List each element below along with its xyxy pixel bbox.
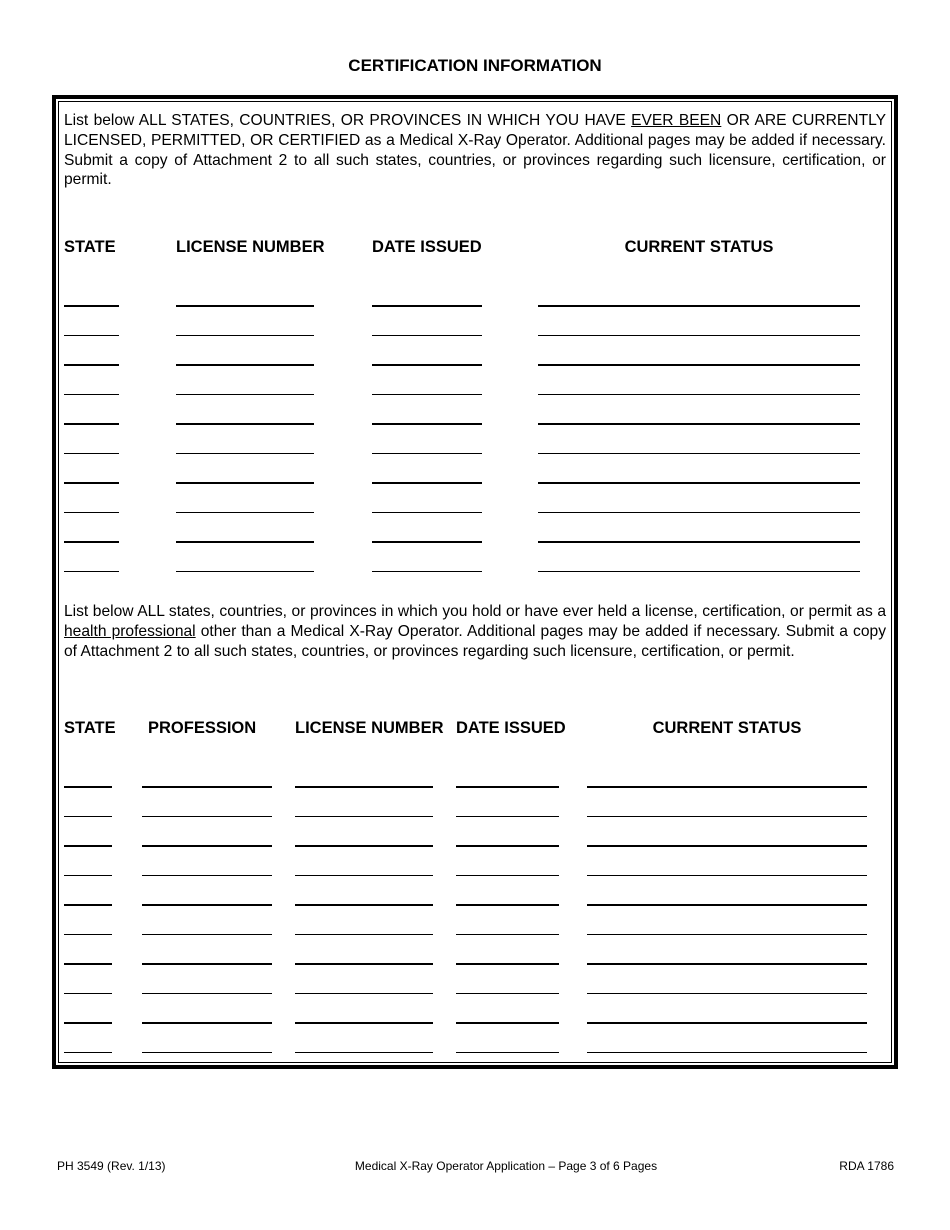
s2-date-issued-line[interactable] bbox=[456, 1052, 559, 1053]
s1-license-number-line[interactable] bbox=[176, 364, 314, 366]
s2-date-issued-line[interactable] bbox=[456, 875, 559, 876]
s1-license-number-line[interactable] bbox=[176, 423, 314, 425]
s1-state-line[interactable] bbox=[64, 453, 119, 454]
s1-license-number-line[interactable] bbox=[176, 453, 314, 454]
s2-current-status-line[interactable] bbox=[587, 1022, 867, 1024]
s1-license-number-line[interactable] bbox=[176, 512, 314, 513]
s2-license-number-line[interactable] bbox=[295, 786, 433, 788]
s1-date-issued-line[interactable] bbox=[372, 571, 482, 572]
s2-current-status-line[interactable] bbox=[587, 993, 867, 994]
s2-profession-line[interactable] bbox=[142, 1052, 272, 1053]
s1-current-status-line[interactable] bbox=[538, 541, 860, 543]
s2-license-number-line[interactable] bbox=[295, 845, 433, 847]
s1-date-issued-line[interactable] bbox=[372, 512, 482, 513]
s2-state-line[interactable] bbox=[64, 875, 112, 876]
s2-profession-line[interactable] bbox=[142, 786, 272, 788]
s1-col-state: STATE bbox=[64, 238, 116, 256]
s2-state-line[interactable] bbox=[64, 904, 112, 906]
section1-intro-text-cont: OR ARE CURRENTLY LICENSED, PERMITTED, OR CERTIFIED as a Medical X-Ray Operator. Additional pages may be added if necessary. Submit a copy of Attachment 2 to all such states, countries, or provinces regarding such licensure, certification, or permit. bbox=[64, 112, 887, 189]
s1-date-issued-line[interactable] bbox=[372, 541, 482, 543]
footer-rda: RDA 1786 bbox=[839, 1159, 894, 1173]
s1-state-line[interactable] bbox=[64, 423, 119, 425]
s1-license-number-line[interactable] bbox=[176, 482, 314, 484]
s1-col-current-status: CURRENT STATUS bbox=[624, 238, 774, 256]
section2-instructions bbox=[64, 602, 886, 661]
s2-profession-line[interactable] bbox=[142, 845, 272, 847]
s2-date-issued-line[interactable] bbox=[456, 845, 559, 847]
s1-current-status-line[interactable] bbox=[538, 335, 860, 336]
s2-current-status-line[interactable] bbox=[587, 786, 867, 788]
s1-col-license-number: LICENSE NUMBER bbox=[176, 238, 325, 256]
s2-profession-line[interactable] bbox=[142, 963, 272, 965]
s1-current-status-line[interactable] bbox=[538, 453, 860, 454]
s2-col-date-issued: DATE ISSUED bbox=[456, 719, 566, 737]
s1-current-status-line[interactable] bbox=[538, 512, 860, 513]
s1-state-line[interactable] bbox=[64, 394, 119, 395]
s2-license-number-line[interactable] bbox=[295, 1022, 433, 1024]
s2-profession-line[interactable] bbox=[142, 875, 272, 876]
s1-col-date-issued: DATE ISSUED bbox=[372, 238, 482, 256]
s2-profession-line[interactable] bbox=[142, 934, 272, 935]
s1-state-line[interactable] bbox=[64, 482, 119, 484]
s2-profession-line[interactable] bbox=[142, 1022, 272, 1024]
section1-intro-text: List below ALL STATES, COUNTRIES, OR PROVINCES IN WHICH YOU HAVE bbox=[64, 112, 632, 129]
s2-current-status-line[interactable] bbox=[587, 1052, 867, 1053]
s2-state-line[interactable] bbox=[64, 786, 112, 788]
s1-date-issued-line[interactable] bbox=[372, 423, 482, 425]
s2-col-license-number: LICENSE NUMBER bbox=[295, 719, 444, 737]
s2-state-line[interactable] bbox=[64, 934, 112, 935]
s2-state-line[interactable] bbox=[64, 845, 112, 847]
s1-date-issued-line[interactable] bbox=[372, 364, 482, 366]
s2-license-number-line[interactable] bbox=[295, 993, 433, 994]
s2-col-profession: PROFESSION bbox=[148, 719, 257, 737]
s2-current-status-line[interactable] bbox=[587, 875, 867, 876]
s1-state-line[interactable] bbox=[64, 335, 119, 336]
s1-date-issued-line[interactable] bbox=[372, 335, 482, 336]
section2-intro-text-cont: other than a Medical X-Ray Operator. Additional pages may be added if necessary. Submit a copy of Attachment 2 to all such states, countries, or provinces regarding such licensure, certification, or permit. bbox=[64, 622, 887, 660]
section2-intro-emphasis: health professional bbox=[64, 622, 196, 640]
s1-current-status-line[interactable] bbox=[538, 482, 860, 484]
s1-current-status-line[interactable] bbox=[538, 305, 860, 307]
s2-state-line[interactable] bbox=[64, 993, 112, 994]
s1-state-line[interactable] bbox=[64, 364, 119, 366]
s1-current-status-line[interactable] bbox=[538, 571, 860, 572]
s2-profession-line[interactable] bbox=[142, 816, 272, 817]
s2-current-status-line[interactable] bbox=[587, 934, 867, 935]
s2-date-issued-line[interactable] bbox=[456, 963, 559, 965]
s2-state-line[interactable] bbox=[64, 1052, 112, 1053]
s2-state-line[interactable] bbox=[64, 1022, 112, 1024]
page-title: CERTIFICATION INFORMATION bbox=[348, 56, 602, 75]
section2-intro-text: List below ALL states, countries, or provinces in which you hold or have ever held a license, certification, or permit as a bbox=[64, 603, 886, 620]
s1-state-line[interactable] bbox=[64, 305, 119, 307]
section1-intro-emphasis: EVER BEEN bbox=[631, 112, 722, 129]
s1-state-line[interactable] bbox=[64, 512, 119, 513]
footer-page-label: Medical X-Ray Operator Application – Page 3 of 6 Pages bbox=[354, 1159, 658, 1173]
s2-date-issued-line[interactable] bbox=[456, 993, 559, 994]
s1-license-number-line[interactable] bbox=[176, 571, 314, 572]
s2-date-issued-line[interactable] bbox=[456, 816, 559, 817]
s1-date-issued-line[interactable] bbox=[372, 305, 482, 307]
s2-current-status-line[interactable] bbox=[587, 963, 867, 965]
s1-current-status-line[interactable] bbox=[538, 364, 860, 366]
s1-license-number-line[interactable] bbox=[176, 335, 314, 336]
s2-profession-line[interactable] bbox=[142, 993, 272, 994]
s2-date-issued-line[interactable] bbox=[456, 786, 559, 788]
s2-current-status-line[interactable] bbox=[587, 845, 867, 847]
s2-col-state: STATE bbox=[64, 719, 116, 737]
s2-date-issued-line[interactable] bbox=[456, 934, 559, 935]
s1-state-line[interactable] bbox=[64, 541, 119, 543]
s1-state-line[interactable] bbox=[64, 571, 119, 572]
s2-license-number-line[interactable] bbox=[295, 934, 433, 935]
footer-form-id: PH 3549 (Rev. 1/13) bbox=[57, 1159, 166, 1173]
s2-license-number-line[interactable] bbox=[295, 904, 433, 906]
s2-current-status-line[interactable] bbox=[587, 904, 867, 906]
s2-state-line[interactable] bbox=[64, 816, 112, 817]
s2-license-number-line[interactable] bbox=[295, 963, 433, 965]
section1-instructions bbox=[64, 111, 886, 190]
s2-profession-line[interactable] bbox=[142, 904, 272, 906]
s2-col-current-status: CURRENT STATUS bbox=[652, 719, 802, 737]
s2-license-number-line[interactable] bbox=[295, 1052, 433, 1053]
s1-date-issued-line[interactable] bbox=[372, 482, 482, 484]
s2-current-status-line[interactable] bbox=[587, 816, 867, 817]
s1-current-status-line[interactable] bbox=[538, 423, 860, 425]
s1-license-number-line[interactable] bbox=[176, 305, 314, 307]
s1-date-issued-line[interactable] bbox=[372, 394, 482, 395]
s2-date-issued-line[interactable] bbox=[456, 1022, 559, 1024]
s1-current-status-line[interactable] bbox=[538, 394, 860, 395]
s1-license-number-line[interactable] bbox=[176, 541, 314, 543]
s2-date-issued-line[interactable] bbox=[456, 904, 559, 906]
s2-license-number-line[interactable] bbox=[295, 816, 433, 817]
s2-state-line[interactable] bbox=[64, 963, 112, 965]
s2-license-number-line[interactable] bbox=[295, 875, 433, 876]
s1-license-number-line[interactable] bbox=[176, 394, 314, 395]
s1-date-issued-line[interactable] bbox=[372, 453, 482, 454]
